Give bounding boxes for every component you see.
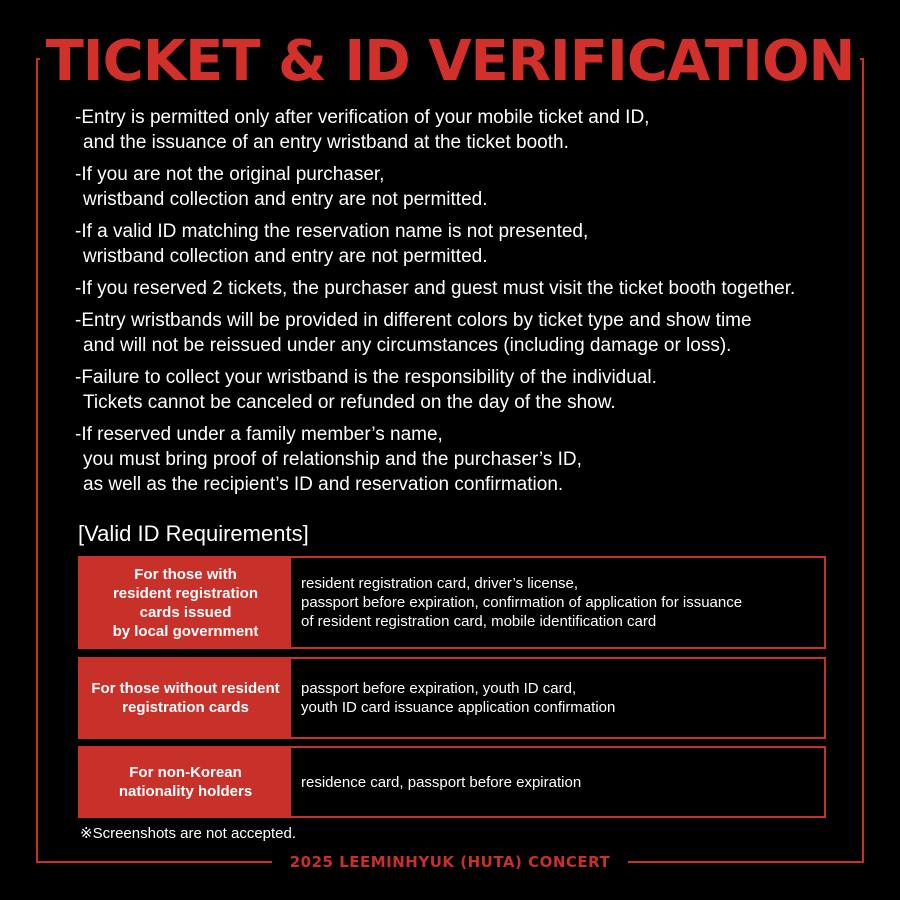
id-row-value — [291, 748, 824, 816]
cell-line: youth ID card issuance application confirmation — [301, 699, 616, 716]
cell-line: of resident registration card, mobile identification card — [301, 613, 657, 630]
notice-line: -Entry is permitted only after verification of your mobile ticket and ID, — [75, 107, 650, 128]
notice-line: wristband collection and entry are not permitted. — [83, 246, 488, 267]
notice-line: wristband collection and entry are not permitted. — [83, 189, 488, 210]
frame-left-line — [36, 58, 38, 863]
id-row-foreign — [78, 746, 826, 818]
notice-item — [75, 105, 865, 155]
notice-line: you must bring proof of relationship and the purchaser’s ID, — [83, 449, 582, 470]
notice-line: Tickets cannot be canceled or refunded on the day of the show. — [83, 392, 616, 413]
id-row-label — [80, 558, 291, 647]
notice-line: and will not be reissued under any circumstances (including damage or loss). — [83, 335, 732, 356]
notice-line: as well as the recipient’s ID and reservation confirmation. — [83, 474, 564, 495]
cell-line: resident registration — [112, 584, 259, 602]
cell-line: residence card, passport before expiration — [301, 773, 582, 791]
cell-line: For non-Korean — [129, 764, 242, 781]
notice-list — [75, 105, 865, 504]
screenshot-footnote: ※Screenshots are not accepted. — [80, 825, 297, 842]
notice-line: -If a valid ID matching the reservation name is not presented, — [75, 221, 589, 242]
cell-line: nationality holders — [118, 783, 253, 800]
cell-line: For those without resident — [91, 680, 280, 697]
id-row-value — [291, 558, 824, 647]
notice-line: -If reserved under a family member’s name, — [75, 424, 443, 445]
page-title: TICKET & ID VERIFICATION — [0, 22, 900, 102]
id-row-non-resident — [78, 657, 826, 739]
id-requirements-heading: [Valid ID Requirements] — [78, 521, 309, 546]
cell-line: resident registration card, driver’s license, — [301, 575, 579, 592]
cell-line: passport before expiration, confirmation of application for issuance — [301, 594, 743, 611]
cell-line: by local government — [112, 622, 259, 640]
notice-line: -Failure to collect your wristband is the responsibility of the individual. — [75, 367, 657, 388]
id-row-value — [291, 659, 824, 737]
cell-line: For those with — [134, 565, 237, 583]
notice-item — [75, 422, 865, 497]
notice-line: and the issuance of an entry wristband at the ticket booth. — [83, 132, 569, 153]
notice-item — [75, 276, 865, 301]
notice-item — [75, 219, 865, 269]
notice-item — [75, 162, 865, 212]
cell-line: cards issued — [139, 603, 232, 621]
cell-line: passport before expiration, youth ID card, — [301, 680, 577, 697]
cell-line: registration cards — [122, 699, 249, 716]
id-row-resident — [78, 556, 826, 649]
notice-item — [75, 308, 865, 358]
notice-line: -Entry wristbands will be provided in different colors by ticket type and show time — [75, 310, 752, 331]
notice-item — [75, 365, 865, 415]
concert-footer: 2025 LEEMINHYUK (HUTA) CONCERT — [0, 850, 900, 874]
notice-line: -If you are not the original purchaser, — [75, 164, 385, 185]
id-row-label — [80, 659, 291, 737]
id-row-label — [80, 748, 291, 816]
notice-line: -If you reserved 2 tickets, the purchaser and guest must visit the ticket booth together. — [75, 278, 796, 299]
